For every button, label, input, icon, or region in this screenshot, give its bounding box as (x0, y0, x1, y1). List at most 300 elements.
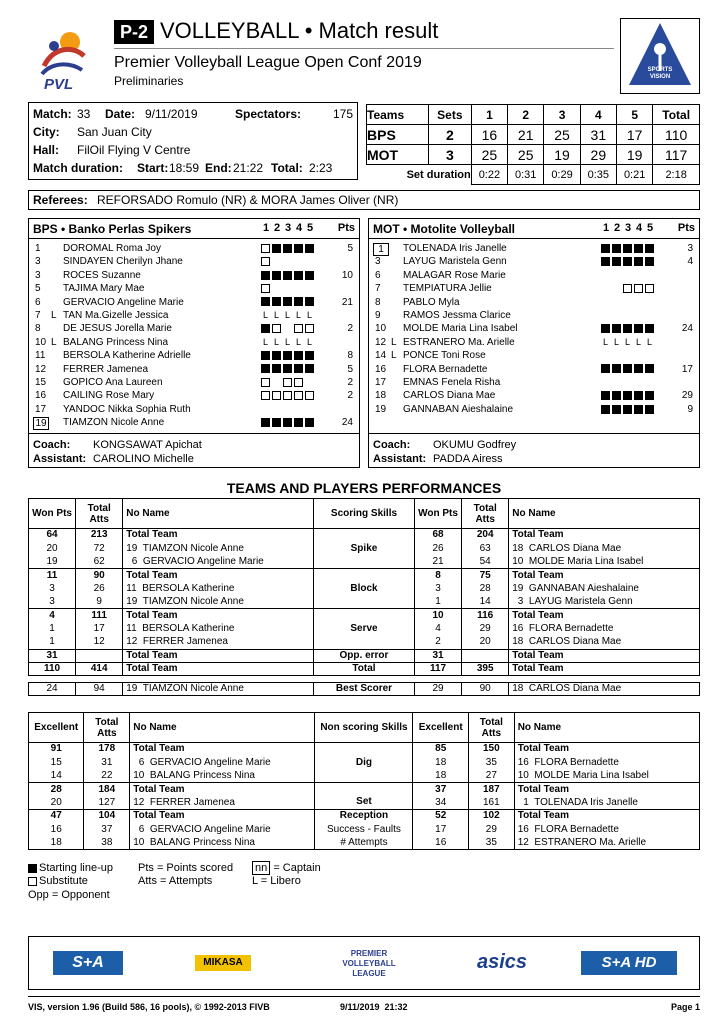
team-b-pts-header: Pts (677, 222, 695, 234)
starting-lineup-icon (272, 351, 281, 360)
player-set-participation (261, 297, 316, 308)
player-libero-mark: L (51, 336, 57, 348)
team-a-player: Total Team (130, 743, 315, 756)
scoring-table-wrap (28, 498, 700, 696)
player-number: 18 (375, 390, 387, 402)
player-row (369, 390, 699, 402)
team-a-value: 28 (29, 783, 84, 796)
performances-title: TEAMS AND PLAYERS PERFORMANCES (226, 480, 502, 496)
player-row (369, 350, 699, 362)
team-b-attempts: 54 (462, 555, 509, 568)
team-b-player: Total Team (514, 809, 699, 822)
team-a-value: 20 (29, 796, 84, 809)
player-name: MALAGAR Rose Marie (403, 269, 506, 281)
atts-header: Total Atts (84, 713, 130, 743)
starting-lineup-icon (28, 864, 37, 873)
libero-mark: L (624, 336, 630, 347)
player-row (369, 337, 699, 349)
player-set-participation (261, 364, 316, 375)
player-name: GERVACIO Angeline Marie (63, 296, 184, 308)
starting-lineup-icon (305, 351, 314, 360)
team-b-coach-label: Coach: (373, 439, 411, 451)
league-name: Premier Volleyball League Open Conf 2019 (114, 54, 422, 71)
starting-lineup-icon (272, 418, 281, 427)
skill-label (315, 783, 413, 796)
team-a-value: 19 (29, 555, 76, 568)
set-duration-5: 0:21 (617, 165, 653, 185)
legend-starting: Starting line-up (39, 862, 113, 874)
player-points: 8 (347, 350, 353, 362)
team-a-attempts: 26 (76, 582, 123, 595)
player-row (29, 323, 359, 335)
team-b-attempts (462, 649, 509, 662)
player-row (369, 377, 699, 389)
team-b-attempts: 116 (462, 609, 509, 622)
nonscoring-table (28, 712, 700, 850)
player-row (29, 243, 359, 255)
starting-lineup-icon (305, 271, 314, 280)
team-a-player: 6 GERVACIO Angeline Marie (130, 823, 315, 836)
substitute-icon (272, 391, 281, 400)
date-label: Date: (105, 107, 136, 121)
substitute-icon (283, 378, 292, 387)
player-libero-mark: L (391, 350, 397, 362)
team-a-value: 4 (29, 609, 76, 622)
team-b-coach: OKUMU Godfrey (433, 439, 517, 451)
player-row (369, 404, 699, 416)
team-b-best-points: 29 (414, 682, 461, 695)
performance-row (29, 796, 700, 809)
team-b-staff-rule (369, 433, 699, 434)
player-set-participation (261, 256, 272, 267)
team-b-value: 68 (414, 529, 461, 542)
atts-header: Total Atts (468, 713, 514, 743)
libero-mark: L (306, 310, 312, 320)
team-b-value: 18 (413, 756, 468, 769)
player-points: 29 (681, 390, 693, 402)
player-number: 11 (35, 350, 46, 362)
team-b-value: 17 (413, 823, 468, 836)
player-libero-mark: L (391, 336, 397, 348)
team-a-value: 15 (29, 756, 84, 769)
team-a-set-headers: 1 2 3 4 5 (263, 222, 314, 234)
starting-lineup-icon (294, 364, 303, 373)
score-row (367, 145, 700, 165)
starting-lineup-icon (261, 351, 270, 360)
player-row (369, 364, 699, 376)
starting-lineup-icon (634, 244, 643, 253)
player-row (29, 350, 359, 362)
player-set-participation (601, 243, 656, 254)
team-a-title: BPS • Banko Perlas Spikers (33, 222, 192, 236)
skill-label (314, 609, 415, 622)
won-header: Won Pts (29, 499, 76, 529)
player-number: 7 (35, 310, 41, 321)
name-header: No Name (514, 713, 699, 743)
team-b-attempts: 150 (468, 743, 514, 756)
team-a-value: 16 (29, 823, 84, 836)
scoring-table (28, 498, 700, 696)
team-a-value: 31 (29, 649, 76, 662)
performance-row (29, 636, 700, 649)
team-b-player: 10 MOLDE Maria Lina Isabel (514, 769, 699, 782)
libero-mark: L (262, 310, 268, 320)
team-b-roster (369, 243, 699, 429)
start-label: Start: (137, 161, 169, 175)
libero-mark: L (613, 336, 619, 347)
team-b-value: 10 (414, 609, 461, 622)
player-set-participation (601, 390, 656, 401)
starting-lineup-icon (623, 364, 632, 373)
team-a-attempts: 178 (84, 743, 130, 756)
match-date: 9/11/2019 (145, 107, 198, 121)
player-name: CARLOS Diana Mae (403, 390, 496, 402)
team-b-value: 21 (414, 555, 461, 568)
player-number: 8 (35, 323, 41, 335)
player-number: 9 (375, 310, 381, 321)
team-a-value: 1 (29, 622, 76, 635)
team-b-attempts: 35 (468, 836, 514, 849)
player-number: 3 (35, 269, 41, 281)
player-name: TAJIMA Mary Mae (63, 283, 145, 295)
starting-lineup-icon (261, 364, 270, 373)
team-b-value: 34 (413, 796, 468, 809)
sponsor-mikasa-logo: MIKASA (195, 955, 251, 971)
spectators-label: Spectators: (235, 107, 302, 121)
team-a-attempts: 72 (76, 542, 123, 555)
starting-lineup-icon (645, 391, 654, 400)
sponsor-pvl-logo: PREMIER VOLLEYBALL LEAGUE (342, 949, 396, 978)
starting-lineup-icon (294, 418, 303, 427)
legend-libero: L = Libero (252, 875, 301, 887)
skill-label: Reception (315, 809, 413, 822)
footer-rule (28, 996, 700, 997)
team-a-value: 64 (29, 529, 76, 542)
sponsors-bar (28, 936, 700, 990)
set-duration-1: 0:22 (471, 165, 507, 185)
performance-row (29, 662, 700, 675)
player-points: 4 (687, 256, 693, 268)
header-rule (114, 48, 614, 49)
team-b-attempts: 204 (462, 529, 509, 542)
referees-value: REFORSADO Romulo (NR) & MORA James Oliver (NR) (97, 193, 399, 207)
substitute-icon (283, 391, 292, 400)
starting-lineup-icon (612, 244, 621, 253)
player-set-participation (261, 337, 316, 348)
starting-lineup-icon (601, 257, 610, 266)
team-a-staff-rule (29, 433, 359, 434)
starting-lineup-icon (272, 271, 281, 280)
starting-lineup-icon (283, 244, 292, 253)
score-set-3: 25 (544, 125, 580, 145)
team-a-player: 19 TIAMZON Nicole Anne (123, 542, 314, 555)
player-points: 2 (347, 390, 353, 402)
legend-opp: Opp = Opponent (28, 889, 110, 901)
score-set-1: 16 (471, 125, 507, 145)
score-set-3: 19 (544, 145, 580, 165)
starting-lineup-icon (645, 244, 654, 253)
team-a-value: 91 (29, 743, 84, 756)
team-a-player: 12 FERRER Jamenea (130, 796, 315, 809)
player-points: 21 (341, 296, 353, 308)
team-a-roster (29, 243, 359, 429)
won-header: Won Pts (414, 499, 461, 529)
libero-mark: L (295, 336, 301, 347)
legend (28, 862, 428, 906)
starting-lineup-icon (623, 244, 632, 253)
player-set-participation (261, 270, 316, 281)
player-points: 24 (341, 417, 353, 429)
substitute-icon (645, 284, 654, 293)
starting-lineup-icon (623, 257, 632, 266)
skill-label (315, 769, 413, 782)
player-name: BERSOLA Katherine Adrielle (63, 350, 191, 362)
substitute-icon (261, 284, 270, 293)
team-b-player: Total Team (514, 783, 699, 796)
substitute-icon (305, 324, 314, 333)
team-a-value: 110 (29, 662, 76, 675)
score-header-2: 1 (471, 105, 507, 125)
team-b-set-headers: 1 2 3 4 5 (603, 222, 654, 234)
match-info-box (28, 102, 358, 180)
player-set-participation (261, 283, 272, 294)
performance-row (29, 743, 700, 756)
team-a-header-rule (29, 238, 359, 239)
substitute-icon (261, 257, 270, 266)
score-team-name: BPS (367, 125, 429, 145)
team-b-player: 3 LAYUG Maristela Genn (509, 595, 700, 608)
starting-lineup-icon (261, 271, 270, 280)
team-b-player: 12 ESTRANERO Ma. Arielle (514, 836, 699, 849)
player-name: ESTRANERO Ma. Arielle (403, 336, 515, 348)
pvl-logo-text: PVL (44, 76, 74, 93)
team-a-best-points: 24 (29, 682, 76, 695)
set-duration-4: 0:35 (580, 165, 616, 185)
performance-row (29, 569, 700, 582)
player-points: 9 (687, 403, 693, 415)
atts-header: Total Atts (462, 499, 509, 529)
starting-lineup-icon (601, 244, 610, 253)
team-b-attempts: 395 (462, 662, 509, 675)
total-label: Total: (271, 161, 303, 175)
start-time: 18:59 (169, 161, 200, 175)
team-a-best-player: 19 TIAMZON Nicole Anne (123, 682, 314, 695)
name-header: No Name (130, 713, 315, 743)
skill-label (314, 569, 415, 582)
starting-lineup-icon (612, 324, 621, 333)
player-name: TEMPIATURA Jellie (403, 283, 492, 295)
captain-code-box: nn (252, 861, 270, 875)
team-b-attempts: 29 (468, 823, 514, 836)
starting-lineup-icon (601, 391, 610, 400)
skill-label: Spike (314, 542, 415, 555)
score-team-name: MOT (367, 145, 429, 165)
team-b-value: 8 (414, 569, 461, 582)
player-row (29, 256, 359, 268)
player-libero-mark: L (51, 310, 57, 321)
score-set-4: 29 (580, 145, 616, 165)
starting-lineup-icon (283, 271, 292, 280)
team-b-best-attempts: 90 (462, 682, 509, 695)
sponsor-sahd-logo: S+A HD (581, 951, 677, 975)
skills-header: Non scoring Skills (315, 713, 413, 743)
team-b-value: 4 (414, 622, 461, 635)
team-b-value: 18 (413, 769, 468, 782)
team-a-player: Total Team (123, 569, 314, 582)
libero-mark: L (273, 310, 279, 320)
team-b-attempts: 29 (462, 622, 509, 635)
team-b-player: 18 CARLOS Diana Mae (509, 636, 700, 649)
score-header-6: 5 (617, 105, 653, 125)
player-name: DE JESUS Jorella Marie (63, 323, 172, 335)
player-set-participation (261, 323, 316, 334)
starting-lineup-icon (645, 257, 654, 266)
starting-lineup-icon (272, 244, 281, 253)
score-total: 110 (653, 125, 700, 145)
footer-datetime: 9/11/2019 21:32 (340, 1002, 408, 1012)
team-b-header-rule (369, 238, 699, 239)
match-label: Match: (33, 107, 72, 121)
player-name: FLORA Bernadette (403, 363, 488, 375)
player-number: 5 (35, 283, 41, 295)
player-row (29, 310, 359, 322)
player-name: PABLO Myla (403, 296, 460, 308)
player-name: RAMOS Jessma Clarice (403, 310, 511, 321)
player-number: 16 (375, 363, 387, 375)
score-header-7: Total (653, 105, 700, 125)
player-points: 17 (681, 363, 693, 375)
city-value: San Juan City (77, 125, 152, 139)
team-b-attempts: 28 (462, 582, 509, 595)
player-number: 3 (375, 256, 381, 268)
team-b-attempts: 75 (462, 569, 509, 582)
starting-lineup-icon (612, 364, 621, 373)
performance-row (29, 582, 700, 595)
team-a-value: 1 (29, 636, 76, 649)
performance-row (29, 649, 700, 662)
team-a-assistant-label: Assistant: (33, 453, 87, 465)
player-number: 7 (375, 283, 381, 295)
footer-version: VIS, version 1.96 (Build 586, 16 pools), © 1992-2013 FIVB (28, 1002, 270, 1012)
team-b-player: Total Team (509, 662, 700, 675)
team-a-player: Total Team (123, 662, 314, 675)
sports-vision-logo (620, 18, 700, 94)
team-a-value: 3 (29, 582, 76, 595)
sponsor-asics-logo: asics (477, 951, 528, 973)
skill-label (314, 595, 415, 608)
team-b-player: 16 FLORA Bernadette (509, 622, 700, 635)
player-number: 3 (35, 256, 41, 268)
performance-row (29, 783, 700, 796)
starting-lineup-icon (623, 324, 632, 333)
team-b-player: 16 FLORA Bernadette (514, 823, 699, 836)
starting-lineup-icon (294, 271, 303, 280)
starting-lineup-icon (601, 324, 610, 333)
team-a-coach: KONGSAWAT Apichat (93, 439, 202, 451)
substitute-icon (294, 378, 303, 387)
player-row (369, 297, 699, 309)
starting-lineup-icon (612, 391, 621, 400)
team-b-attempts: 102 (468, 809, 514, 822)
team-a-attempts: 31 (84, 756, 130, 769)
team-b-best-player: 18 CARLOS Diana Mae (509, 682, 700, 695)
team-a-value: 18 (29, 836, 84, 849)
skills-header: Scoring Skills (314, 499, 415, 529)
team-b-assistant-label: Assistant: (373, 453, 427, 465)
player-name: MOLDE Maria Lina Isabel (403, 323, 518, 335)
starting-lineup-icon (294, 244, 303, 253)
starting-lineup-icon (634, 364, 643, 373)
libero-mark: L (635, 336, 641, 347)
team-b-value: 16 (413, 836, 468, 849)
player-name: FERRER Jamenea (63, 363, 149, 375)
hall-label: Hall: (33, 143, 60, 157)
team-a-player: 6 GERVACIO Angeline Marie (123, 555, 314, 568)
end-label: End: (205, 161, 232, 175)
team-b-title: MOT • Motolite Volleyball (373, 222, 515, 236)
player-set-participation (601, 323, 656, 334)
team-a-player: 19 TIAMZON Nicole Anne (123, 595, 314, 608)
player-points: 2 (347, 377, 353, 388)
starting-lineup-icon (272, 297, 281, 306)
player-row (29, 417, 359, 429)
hall-value: FilOil Flying V Centre (77, 143, 191, 157)
score-set-1: 25 (471, 145, 507, 165)
player-name: TAN Ma.Gizelle Jessica (63, 310, 169, 321)
score-sets-won: 2 (428, 125, 471, 145)
starting-lineup-icon (623, 391, 632, 400)
player-name: YANDOC Nikka Sophia Ruth (63, 403, 191, 415)
team-b-value: 2 (414, 636, 461, 649)
player-name: GOPICO Ana Laureen (63, 377, 163, 388)
substitute-icon (261, 391, 270, 400)
starting-lineup-icon (272, 364, 281, 373)
starting-lineup-icon (634, 324, 643, 333)
skill-label: Success - Faults (315, 823, 413, 836)
player-number: 17 (375, 377, 387, 388)
team-a-coach-label: Coach: (33, 439, 71, 451)
performance-row (29, 529, 700, 542)
page-title: VOLLEYBALL • Match result (160, 18, 439, 43)
player-set-participation (601, 337, 656, 348)
team-b-player: Total Team (509, 609, 700, 622)
team-a-attempts (76, 649, 123, 662)
starting-lineup-icon (623, 405, 632, 414)
substitute-icon (305, 391, 314, 400)
team-a-attempts: 37 (84, 823, 130, 836)
player-number: 19 (375, 403, 387, 415)
referees-box (28, 190, 700, 210)
player-number: 16 (35, 390, 47, 402)
libero-mark: L (646, 336, 652, 347)
player-row (29, 270, 359, 282)
page-code-badge: P-2 (114, 20, 154, 44)
player-name: TIAMZON Nicole Anne (63, 417, 165, 429)
team-a-player: 11 BERSOLA Katherine (123, 622, 314, 635)
starting-lineup-icon (305, 364, 314, 373)
substitute-icon (294, 324, 303, 333)
referees-label: Referees: (33, 193, 88, 207)
duration-label: Match duration: (33, 161, 123, 175)
team-b-assistant: PADDA Airess (433, 453, 503, 465)
starting-lineup-icon (261, 324, 270, 333)
starting-lineup-icon (305, 418, 314, 427)
player-name: DOROMAL Roma Joy (63, 243, 161, 254)
team-b-player: 16 FLORA Bernadette (514, 756, 699, 769)
footer-page: Page 1 (670, 1002, 700, 1012)
player-name: BALANG Princess Nina (63, 336, 169, 348)
score-total: 117 (653, 145, 700, 165)
